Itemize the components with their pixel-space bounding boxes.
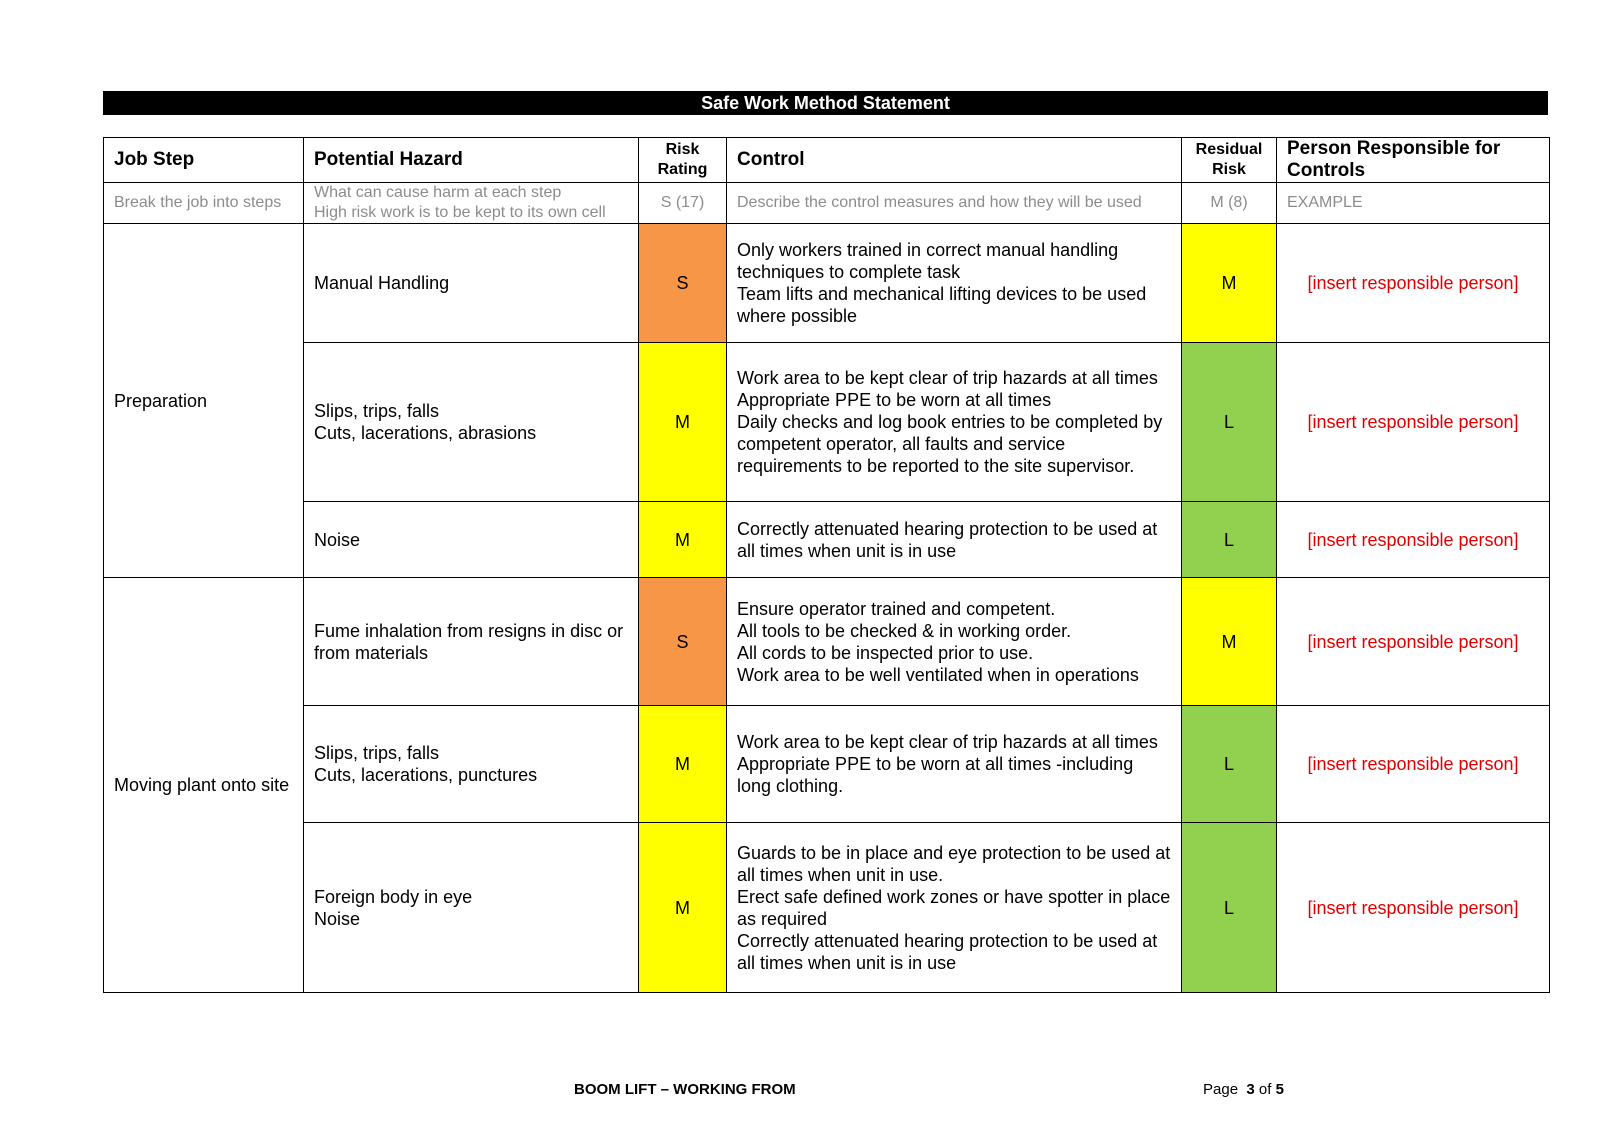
control-cell xyxy=(727,343,1182,502)
risk-rating-cell: M xyxy=(639,343,727,502)
col-header-job-step: Job Step xyxy=(104,138,304,183)
control-cell xyxy=(727,823,1182,993)
col-header-person-responsible: Person Responsible for Controls xyxy=(1277,138,1550,183)
table-row xyxy=(104,706,1550,823)
header-row xyxy=(104,138,1550,183)
col-header-control: Control xyxy=(727,138,1182,183)
risk-rating-cell: S xyxy=(639,578,727,706)
swms-table xyxy=(103,137,1550,993)
hazard-cell xyxy=(304,823,639,993)
control-cell xyxy=(727,224,1182,343)
risk-rating-cell: S xyxy=(639,224,727,343)
table-row xyxy=(104,578,1550,706)
hazard-cell xyxy=(304,224,639,343)
guide-residual: M (8) xyxy=(1182,183,1277,224)
table-row xyxy=(104,343,1550,502)
hazard-line: Cuts, lacerations, abrasions xyxy=(314,423,537,443)
hazard-line: Fume inhalation from resigns in disc or from materials xyxy=(314,620,624,663)
hazard-line: Noise xyxy=(314,529,361,550)
hazard-cell xyxy=(304,502,639,578)
table-row xyxy=(104,823,1550,993)
control-cell xyxy=(727,502,1182,578)
control-line: Erect safe defined work zones or have spotter in place as required xyxy=(737,886,1171,929)
table-row xyxy=(104,502,1550,578)
guide-hazard-line: What can cause harm at each step xyxy=(314,184,562,201)
page-of: of xyxy=(1258,1081,1272,1098)
col-header-residual-risk: Residual Risk xyxy=(1182,138,1277,183)
responsible-person-cell: [insert responsible person] xyxy=(1277,224,1550,343)
control-line: All cords to be inspected prior to use. xyxy=(737,642,1034,663)
job-step-cell: Preparation xyxy=(104,224,304,578)
guide-person: EXAMPLE xyxy=(1277,183,1550,224)
responsible-person-cell: [insert responsible person] xyxy=(1277,502,1550,578)
control-line: All tools to be checked & in working order. xyxy=(737,620,1072,641)
hazard-line: Slips, trips, falls xyxy=(314,743,440,763)
hazard-line: Slips, trips, falls xyxy=(314,401,440,421)
control-line: Appropriate PPE to be worn at all times xyxy=(737,390,1052,410)
risk-rating-cell: M xyxy=(639,502,727,578)
guide-row xyxy=(104,183,1550,224)
hazard-line: Manual Handling xyxy=(314,273,450,293)
control-line: Appropriate PPE to be worn at all times -including long clothing. xyxy=(737,754,1134,796)
residual-risk-cell: L xyxy=(1182,823,1277,993)
hazard-line: Noise xyxy=(314,908,361,929)
control-line: Work area to be kept clear of trip hazards at all times xyxy=(737,368,1158,388)
table-body xyxy=(104,224,1550,993)
page-current: 3 xyxy=(1246,1081,1255,1098)
control-cell xyxy=(727,578,1182,706)
control-line: Guards to be in place and eye protection to be used at all times when unit in use. xyxy=(737,842,1171,885)
responsible-person-cell: [insert responsible person] xyxy=(1277,706,1550,823)
control-line: Work area to be well ventilated when in operations xyxy=(737,664,1139,685)
control-line: Ensure operator trained and competent. xyxy=(737,598,1056,619)
page-total: 5 xyxy=(1275,1081,1284,1098)
guide-hazard-line: High risk work is to be kept to its own cell xyxy=(314,204,606,221)
hazard-line: Cuts, lacerations, punctures xyxy=(314,765,538,785)
control-line: Team lifts and mechanical lifting devices to be used where possible xyxy=(737,284,1147,326)
guide-control: Describe the control measures and how they will be used xyxy=(727,183,1182,224)
residual-risk-cell: L xyxy=(1182,502,1277,578)
footer-title: BOOM LIFT – WORKING FROM xyxy=(574,1081,796,1098)
control-line: Only workers trained in correct manual handling techniques to complete task xyxy=(737,240,1119,282)
page-number xyxy=(1203,1081,1284,1098)
page-label: Page xyxy=(1203,1081,1239,1098)
col-header-potential-hazard: Potential Hazard xyxy=(304,138,639,183)
control-cell xyxy=(727,706,1182,823)
guide-risk: S (17) xyxy=(639,183,727,224)
hazard-cell xyxy=(304,343,639,502)
hazard-line: Foreign body in eye xyxy=(314,886,473,907)
job-step-cell: Moving plant onto site xyxy=(104,578,304,993)
control-line: Daily checks and log book entries to be completed by competent operator, all faults and service requirements to be reported to the site supervisor. xyxy=(737,412,1163,476)
col-header-risk-rating: Risk Rating xyxy=(639,138,727,183)
hazard-cell xyxy=(304,706,639,823)
residual-risk-cell: M xyxy=(1182,224,1277,343)
control-line: Work area to be kept clear of trip hazards at all times xyxy=(737,732,1158,752)
risk-rating-cell: M xyxy=(639,823,727,993)
responsible-person-cell: [insert responsible person] xyxy=(1277,578,1550,706)
risk-rating-cell: M xyxy=(639,706,727,823)
responsible-person-cell: [insert responsible person] xyxy=(1277,823,1550,993)
residual-risk-cell: L xyxy=(1182,706,1277,823)
responsible-person-cell: [insert responsible person] xyxy=(1277,343,1550,502)
table-row xyxy=(104,224,1550,343)
residual-risk-cell: L xyxy=(1182,343,1277,502)
control-line: Correctly attenuated hearing protection to be used at all times when unit is in use xyxy=(737,518,1158,561)
guide-job-step: Break the job into steps xyxy=(104,183,304,224)
document-title: Safe Work Method Statement xyxy=(103,91,1548,115)
control-line: Correctly attenuated hearing protection to be used at all times when unit is in use xyxy=(737,930,1158,973)
hazard-cell xyxy=(304,578,639,706)
residual-risk-cell: M xyxy=(1182,578,1277,706)
guide-hazard xyxy=(304,183,639,224)
